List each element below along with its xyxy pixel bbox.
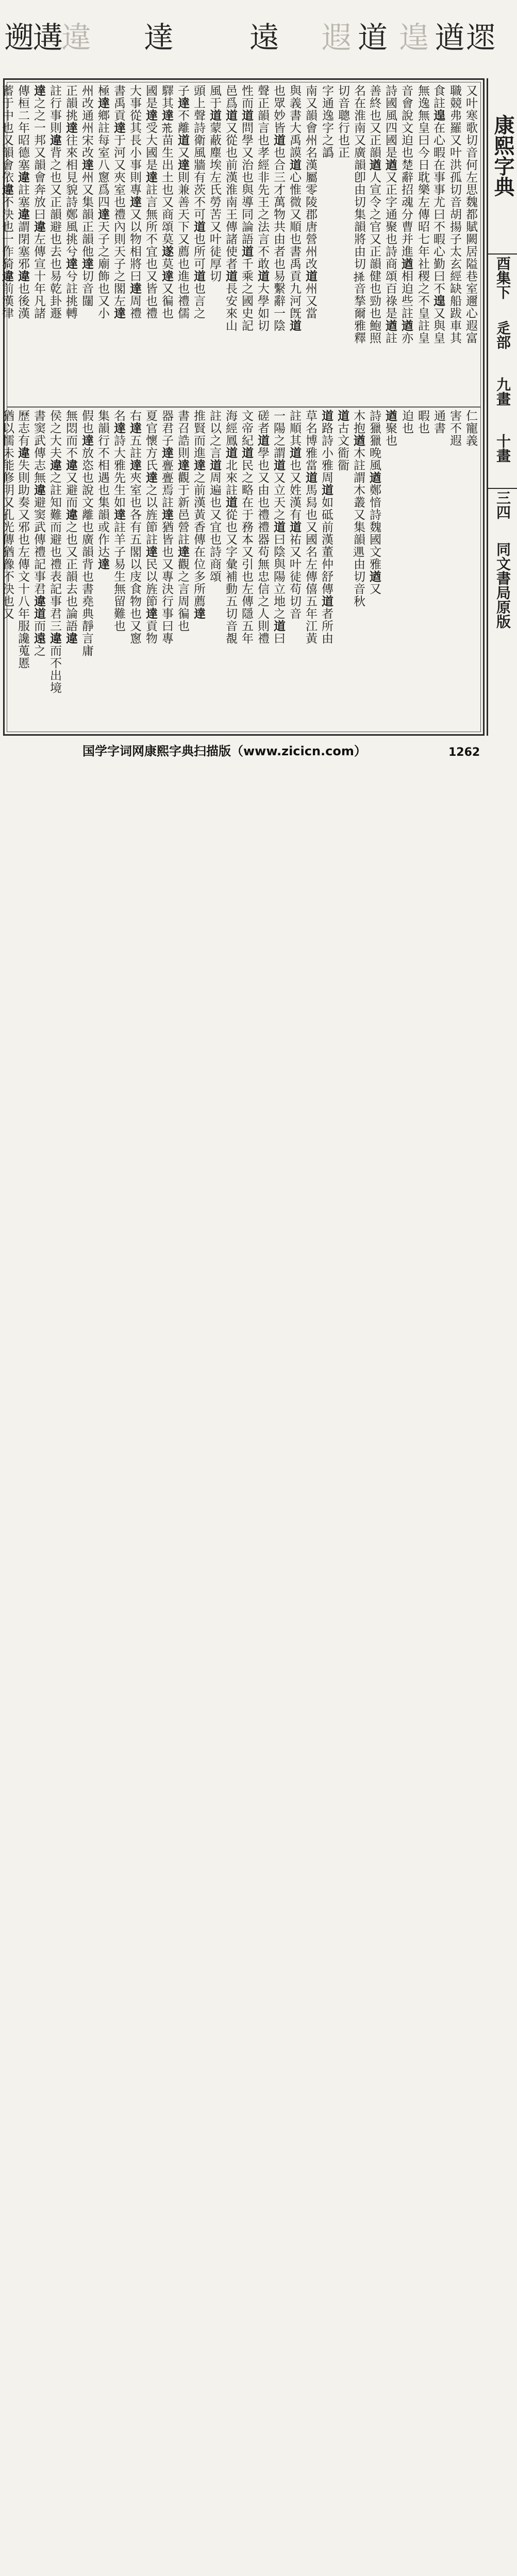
text-column: 道路詩小雅周道如砥前漢董仲舒傳道者所由 <box>320 410 333 645</box>
text-column: 音會說文迫也楚辭招魂分曹并進遒相迫些註遒亦 <box>399 84 413 344</box>
text-column: 註順其道也又姓漢有道祐又叶徒苟切音 <box>288 410 302 620</box>
text-column: 與義書大禹謨道心惟微又順也書禹貢九河旣道 <box>288 84 302 332</box>
publisher-label: 同文書局原版 <box>494 542 511 629</box>
text-column: 侯之大夫違之註知難而避也禮表記事君三違而不出境 <box>48 410 62 694</box>
text-column: 性而道問學又治也與導同論語道千乘之國史記 <box>240 84 254 332</box>
text-column: 詩獵獵晚風遒鄭愔詩魏國文雅遒又 <box>368 410 381 595</box>
text-column: 磋者道學也又由也禮禮器苟無忠信之人則禮 <box>256 410 270 645</box>
text-column: 害不遐 <box>448 410 461 447</box>
text-column: 海經鳳道北來註道從也又字彙補動五切音覩 <box>224 410 238 645</box>
text-column: 書禹貢達于河又夾室也禮內則天子之閣左達 <box>112 84 126 319</box>
text-column: 邑爲道又從也前漢淮南王傳諸使者道長安來山 <box>224 84 238 332</box>
text-column: 職競弗羅又叶洪孤切音胡揚子太玄經缺船跋車其 <box>448 84 461 344</box>
seal-char: 遘 <box>32 20 63 55</box>
text-column: 右達五註達夾室也各有五閣以庋食物也又窻 <box>128 410 142 645</box>
text-column: 州改通州宋改達州又集韻正韻他達切音闥 <box>80 84 94 307</box>
text-column: 無逸無皇曰今日耽樂左傳昭七年社稷之不皇註皇 <box>416 84 429 344</box>
page-number: 1262 <box>448 746 480 759</box>
text-column: 切音聰行也正 <box>336 84 349 159</box>
text-column: 蓄于中也又韻會依違不決也一作猗違前漢律 <box>0 84 14 319</box>
text-column: 迫也 <box>400 410 413 434</box>
text-column: 註以之言道周遍也又宜也詩商頌 <box>208 410 222 583</box>
radical-label: 辵部 <box>494 320 511 349</box>
text-column: 也眾妙皆道也合三才萬物共由者也易繫辭一陰 <box>272 84 286 332</box>
text-column: 國是達受大國是達註言無所不宜也又皆也禮 <box>144 84 158 319</box>
seal-char: 道 <box>357 20 388 55</box>
source-watermark: 国学字词网康熙字典扫描版（www.zicicn.com） <box>82 744 366 758</box>
text-rows <box>0 82 480 732</box>
text-column: 又叶寒歌切音何左思魏都賦闕居隘巷室邇心遐富 <box>464 84 477 344</box>
text-column: 子達不離道又達則兼善天下又薦也進也禮儒 <box>176 84 190 319</box>
seal-char: 遒 <box>435 20 465 55</box>
seal-char: 違 <box>61 20 91 55</box>
text-column: 註行事則違背之也又正韻避也去也易乾卦遯 <box>48 84 62 319</box>
collection-label: 酉集下 <box>494 256 511 299</box>
page-number-cn: 三四 <box>494 490 511 519</box>
seal-char: 遠 <box>249 20 279 55</box>
text-column: 風于道蒙蔽塵埃左氏勞苦又叶徒厚切 <box>208 84 222 282</box>
text-column: 推賢而進達之前漢黃香傳在位多所薦達 <box>192 410 206 620</box>
page-header-column <box>487 78 515 736</box>
text-row <box>0 82 480 408</box>
seal-char: 遝 <box>465 20 496 55</box>
text-column: 夏官懷方氏達之以旌節註達民以旌節達貢物 <box>144 410 158 645</box>
seal-char: 遡 <box>4 20 34 55</box>
text-column: 仁寵義 <box>464 410 477 447</box>
seal-script-band <box>0 0 515 76</box>
text-column: 集韻行不相遇也集韻或作达達 <box>96 410 110 570</box>
text-row <box>1 408 480 732</box>
text-column: 通書 <box>432 410 445 434</box>
text-column: 傳桓二年昭德塞違註塞違謂閉塞邪違也後漢 <box>16 84 30 319</box>
dictionary-text-frame <box>0 78 485 736</box>
text-column: 大事從其長小事則專達又以物相將曰達周禮 <box>128 84 142 319</box>
text-column: 達之之一邦又韻會奔放曰違左傳宣十年凡諸 <box>32 84 46 319</box>
text-column: 猶以懦未能修明又孔光傳猶豫不決也又 <box>1 410 14 620</box>
text-column: 詩國風四國是遒又正字通聚也詩商頌百祿是遒註 <box>383 84 397 344</box>
footer <box>0 738 515 762</box>
header-divider <box>488 488 517 489</box>
text-column: 假也達放恣也說文離也廣韻背也書堯典靜言庸 <box>80 410 94 657</box>
text-column: 遒聚也 <box>383 410 397 447</box>
text-column: 頭上聲詩衛風牆有茨不可道也所可道也言之 <box>192 84 206 319</box>
text-column: 書召誥則達觀于新邑營註達觀之言周徧也 <box>176 410 190 632</box>
text-column: 食註遑在心暇在事事尤曰不暇心勤曰不遑又與皇 <box>431 84 445 344</box>
text-column: 名在淮南又廣韻卽由切集韻將由切𢫬音揫爾雅釋 <box>352 84 365 344</box>
text-column: 草名博雅當道馬舄也又國名左傳僖五年江黃 <box>304 410 318 645</box>
header-divider <box>488 253 517 255</box>
book-title: 康熙字典 <box>491 114 515 197</box>
text-column: 一陽之謂道又立天之道曰陰與陽立地之道曰 <box>272 410 286 645</box>
seal-char: 遐 <box>321 20 352 55</box>
text-column: 道古文衜衟 <box>336 410 349 471</box>
text-column: 聲正韻言也孝經非先王之法言不敢道大學如切 <box>256 84 270 332</box>
seal-char: 遑 <box>398 20 429 55</box>
text-column: 木抱遒木註謂木叢又集韻𨒁由切音秋 <box>352 410 365 607</box>
stroke-ten-label: 十畫 <box>494 434 511 463</box>
text-column: 名達詩大雅先生如達註羊子易生無留難也 <box>112 410 126 632</box>
text-column: 正韻挑達往來相見貌詩鄭風挑兮達兮註挑𨍭 <box>64 84 78 319</box>
stroke-nine-label: 九畫 <box>494 377 511 406</box>
text-column: 極達鄉註每室八窻爲四達天子之廟飾也又小 <box>96 84 110 319</box>
text-column: 文帝紀道民之略在于務本又引也左傳隱五年 <box>240 410 254 645</box>
text-column: 善終也又正韻遒人宣令之官又正韻健也勁也鮑照 <box>368 84 381 344</box>
text-column: 字通逸字之譌 <box>320 84 333 159</box>
text-column: 器君子達亹亹焉註達猶皆也又專決行事曰專 <box>160 410 174 645</box>
text-column: 歷志有違失則助奏又邪也左傳文十八年服讒蒐慝 <box>16 410 30 669</box>
text-column: 驛其達𦬸苗生出土也又商頌莫遂莫達又徧也 <box>160 84 174 319</box>
seal-char: 達 <box>143 20 174 55</box>
text-column: 暇也 <box>416 410 429 434</box>
text-column: 南又韻會州名漢屬零陵郡唐營州改道州又當 <box>304 84 318 319</box>
frame-inner-border <box>0 82 481 732</box>
text-column: 書窦武傳志無違避窦武傳禮記事君違道而遠之 <box>32 410 46 657</box>
text-column: 無悶而不違又避而違之也又正韻去也論語違 <box>64 410 78 645</box>
